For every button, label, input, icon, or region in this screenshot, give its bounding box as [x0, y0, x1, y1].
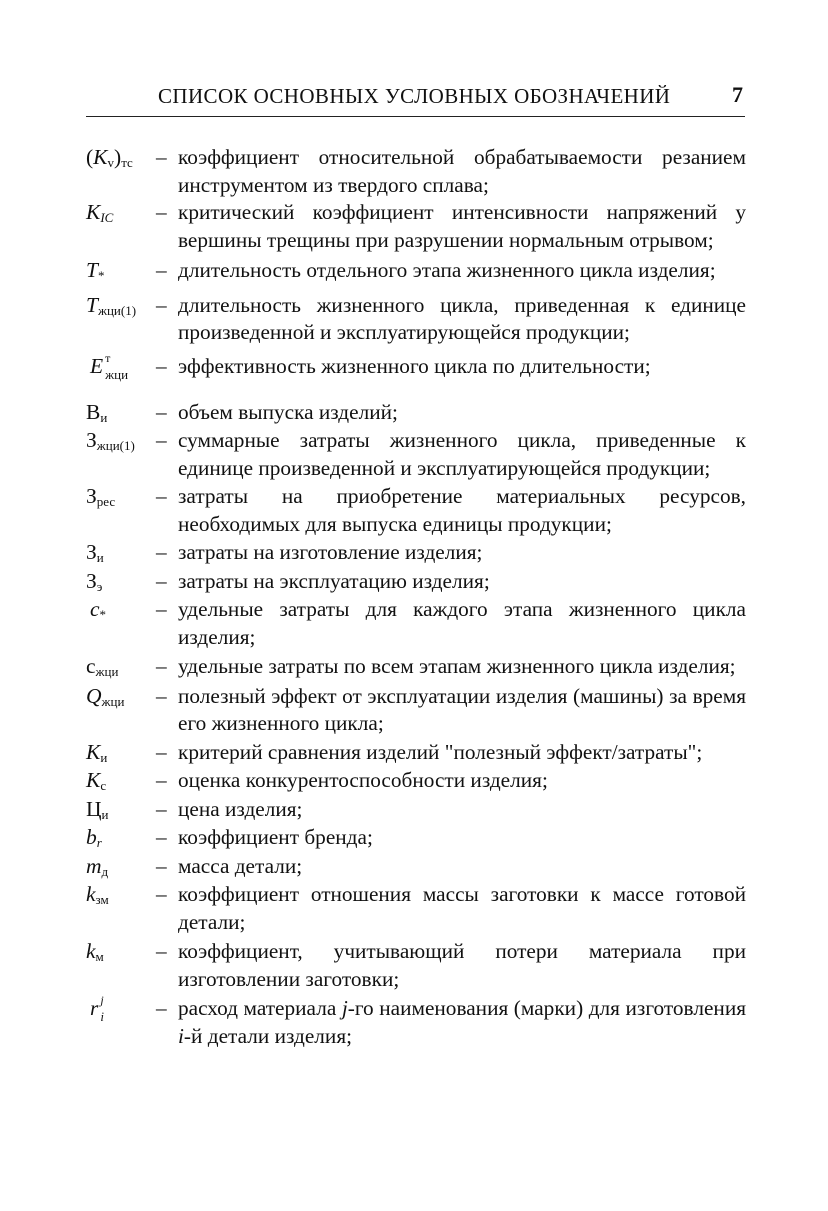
notation-entry — [86, 257, 746, 285]
entry-dash: – — [156, 825, 167, 849]
entry-dash: – — [156, 597, 167, 621]
notation-symbol: $З_и$ — [86, 540, 104, 565]
entry-dash: – — [156, 768, 167, 792]
notation-description: критический коэффициент интенсивности напряжений у вершины трещины при разрушении нормальным отрывом; — [178, 200, 746, 252]
notation-symbol: $З_{рес}$ — [86, 484, 116, 509]
notation-description: коэффициент отношения массы заготовки к массе готовой детали; — [178, 882, 746, 934]
entry-dash: – — [156, 353, 167, 378]
notation-entry — [86, 683, 746, 738]
notation-symbol: $Ц_и$ — [86, 796, 109, 822]
notation-symbol: $b_r$ — [86, 825, 102, 850]
notation-symbol: $K_и$ — [86, 739, 108, 765]
entry-dash: – — [156, 739, 167, 764]
page-header — [86, 80, 745, 117]
notation-entry — [86, 653, 746, 681]
entry-dash: – — [156, 399, 167, 424]
entry-dash: – — [156, 796, 167, 821]
notation-list — [86, 144, 746, 1050]
notation-symbol: $Q_{жци}$ — [86, 683, 125, 709]
notation-description: суммарные затраты жизненного цикла, приведенные к единице произведенной и эксплуатирующейся продукции; — [178, 428, 746, 480]
notation-entry — [86, 144, 746, 199]
notation-description: длительность отдельного этапа жизненного цикла изделия; — [178, 258, 716, 282]
notation-symbol: $З_э$ — [86, 568, 103, 594]
notation-description: удельные затраты по всем этапам жизненного цикла изделия; — [178, 654, 736, 678]
notation-description: критерий сравнения изделий "полезный эффект/затраты"; — [178, 739, 703, 764]
entry-dash: – — [156, 882, 167, 906]
notation-description: полезный эффект от эксплуатации изделия (машины) за время его жизненного цикла; — [178, 683, 746, 735]
entry-dash: – — [156, 540, 167, 564]
notation-symbol: $c_{жци}$ — [86, 654, 119, 679]
notation-description: затраты на приобретение материальных ресурсов, необходимых для выпуска единицы продукции; — [178, 484, 746, 536]
notation-entry — [86, 539, 746, 567]
notation-symbol: $T_*$ — [86, 258, 105, 283]
entry-dash: – — [156, 939, 167, 963]
notation-symbol: $K_с$ — [86, 768, 107, 793]
entry-dash: – — [156, 200, 167, 224]
notation-symbol: $k_{зм}$ — [86, 882, 109, 907]
page-number: 7 — [732, 82, 743, 107]
notation-entry — [86, 853, 746, 881]
notation-entry — [86, 350, 746, 393]
notation-entry — [86, 427, 746, 482]
notation-entry — [86, 568, 746, 596]
notation-symbol: E т жци — [90, 350, 129, 382]
notation-entry — [86, 938, 746, 993]
notation-description: коэффициент бренда; — [178, 825, 373, 849]
entry-dash: – — [156, 484, 167, 508]
notation-description: коэффициент относительной обрабатываемости резанием инструментом из твердого сплава; — [178, 145, 746, 197]
notation-description: затраты на изготовление изделия; — [178, 540, 483, 564]
notation-entry — [86, 824, 746, 852]
notation-description: эффективность жизненного цикла по длительности; — [178, 353, 651, 378]
notation-symbol: $З_{жци(1)}$ — [86, 428, 135, 453]
notation-description: затраты на эксплуатацию изделия; — [178, 568, 490, 593]
notation-entry — [86, 483, 746, 538]
entry-dash: – — [156, 145, 167, 169]
notation-entry — [86, 881, 746, 936]
notation-description: цена изделия; — [178, 796, 303, 821]
notation-entry — [86, 796, 746, 824]
notation-symbol: $В_и$ — [86, 399, 108, 425]
notation-symbol: $T_{жци(1)}$ — [86, 292, 137, 318]
notation-description: масса детали; — [178, 853, 303, 878]
notation-description: удельные затраты для каждого этапа жизненного цикла изделия; — [178, 597, 746, 649]
notation-description: оценка конкурентоспособности изделия; — [178, 768, 548, 792]
entry-dash: – — [156, 258, 167, 282]
notation-symbol: $(K_v)_{тс}$ — [86, 145, 133, 170]
entry-dash: – — [156, 683, 167, 708]
running-title: СПИСОК ОСНОВНЫХ УСЛОВНЫХ ОБОЗНАЧЕНИЙ — [158, 84, 671, 108]
notation-symbol: r j i — [90, 993, 104, 1024]
entry-dash: – — [156, 654, 167, 678]
notation-description: коэффициент, учитывающий потери материала при изготовлении заготовки; — [178, 939, 746, 991]
notation-description: расход материала j-го наименования (марки) для изготовления i-й детали изделия; — [178, 996, 747, 1048]
notation-symbol: $c_*$ — [90, 597, 107, 622]
notation-entry — [86, 292, 746, 347]
entry-dash: – — [156, 292, 167, 317]
notation-entry — [86, 739, 746, 767]
entry-dash: – — [156, 853, 167, 878]
notation-entry — [86, 596, 746, 651]
notation-symbol: $m_д$ — [86, 853, 109, 879]
notation-symbol: $k_м$ — [86, 939, 104, 964]
notation-entry — [86, 399, 746, 427]
entry-dash: – — [156, 996, 167, 1020]
entry-dash: – — [156, 428, 167, 452]
notation-description: объем выпуска изделий; — [178, 399, 398, 424]
entry-dash: – — [156, 568, 167, 593]
notation-symbol: $K_{IC}$ — [86, 200, 114, 225]
notation-entry — [86, 995, 746, 1050]
notation-description: длительность жизненного цикла, приведенная к единице произведенной и эксплуатирующейся продукции; — [178, 292, 746, 344]
notation-entry — [86, 767, 746, 795]
notation-entry — [86, 199, 746, 254]
